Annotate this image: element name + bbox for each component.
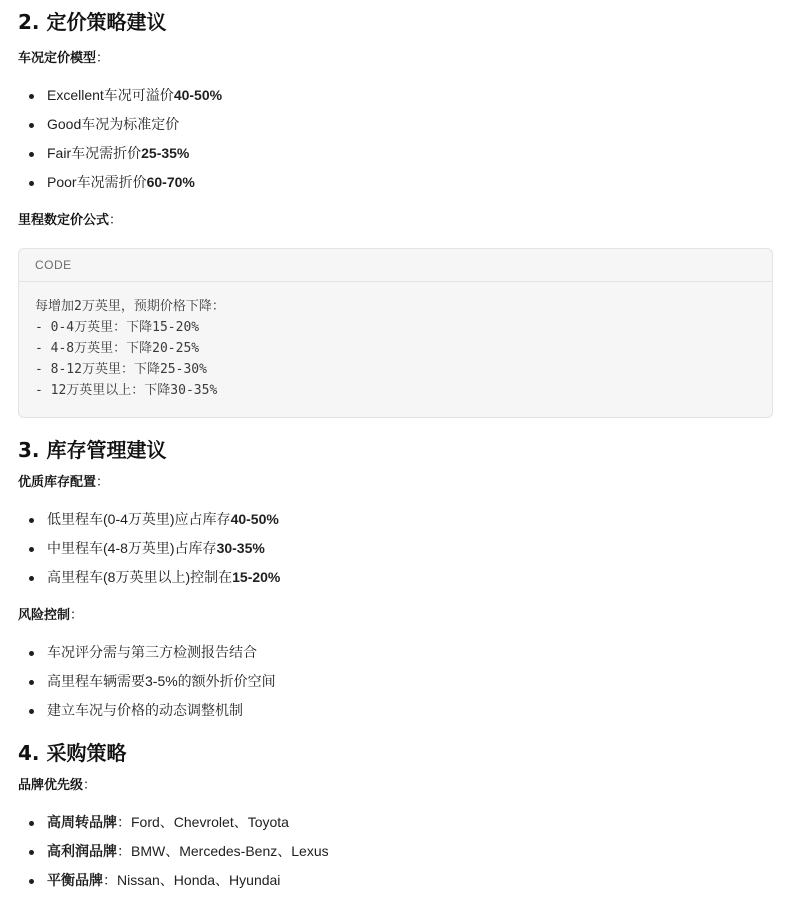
list-item: 建立车况与价格的动态调整机制 — [18, 696, 773, 725]
code-line: - 8-12万英里：下降25-30% — [35, 362, 207, 377]
list-item — [18, 837, 773, 866]
list-item — [18, 808, 773, 837]
subheading-quality-inventory — [18, 472, 773, 492]
subheading-colon: ： — [96, 474, 110, 489]
risk-control-list — [18, 638, 773, 725]
list-item-bold: 30-35% — [216, 540, 265, 556]
code-line: - 12万英里以上：下降30-35% — [35, 383, 218, 398]
subheading-label: 风险控制 — [18, 607, 71, 622]
subheading-brand-priority — [18, 775, 773, 795]
section-inventory-management — [18, 436, 773, 725]
list-item: 车况评分需与第三方检测报告结合 — [18, 638, 773, 667]
section-title-pricing: 2. 定价策略建议 — [18, 10, 167, 34]
code-line: - 0-4万英里：下降15-20% — [35, 320, 200, 335]
list-item — [18, 81, 773, 110]
list-item-bold: 高利润品牌 — [47, 843, 117, 859]
list-item — [18, 168, 773, 197]
subheading-label: 里程数定价公式 — [18, 212, 110, 227]
condition-model-list — [18, 81, 773, 197]
list-item-text: 低里程车(0-4万英里)应占库存 — [47, 511, 231, 527]
list-item-text: 中里程车(4-8万英里)占库存 — [47, 540, 217, 556]
section-title-inventory: 3. 库存管理建议 — [18, 438, 167, 462]
subheading-colon: ： — [96, 50, 110, 65]
list-item-text: BMW、Mercedes-Benz、Lexus — [131, 843, 329, 859]
list-item-bold: 25-35% — [141, 145, 190, 161]
subheading-label: 优质库存配置 — [18, 474, 97, 489]
list-item-bold: 40-50% — [173, 87, 223, 103]
list-item — [18, 563, 773, 592]
subheading-label: 品牌优先级 — [18, 777, 84, 792]
list-item-text: Excellent车况可溢价 — [47, 87, 174, 103]
subheading-condition-model — [18, 48, 773, 68]
code-line: 每增加2万英里，预期价格下降： — [35, 299, 225, 314]
list-item-text: Nissan、Honda、Hyundai — [117, 872, 281, 888]
list-item — [18, 866, 773, 895]
list-item-bold: 60-70% — [146, 174, 195, 190]
subheading-colon: ： — [70, 607, 84, 622]
section-title-procurement: 4. 采购策略 — [18, 741, 127, 765]
section-procurement-strategy — [18, 739, 773, 895]
list-item-bold: 平衡品牌 — [47, 872, 103, 888]
subheading-label: 车况定价模型 — [18, 50, 97, 65]
code-line: - 4-8万英里：下降20-25% — [35, 341, 200, 356]
brand-priority-list — [18, 808, 773, 895]
list-item-sep: ： — [117, 843, 131, 859]
list-item-sep: ： — [117, 814, 131, 830]
quality-inventory-list — [18, 505, 773, 592]
list-item: 高里程车辆需要3-5%的额外折价空间 — [18, 667, 773, 696]
list-item-text: Ford、Chevrolet、Toyota — [131, 814, 289, 830]
subheading-colon: ： — [109, 212, 123, 227]
list-item-bold: 40-50% — [230, 511, 279, 527]
code-block-header: CODE — [19, 249, 772, 282]
list-item — [18, 534, 773, 563]
section-pricing-strategy — [18, 0, 773, 418]
code-block — [18, 248, 773, 418]
list-item-sep: ： — [103, 872, 117, 888]
list-item-bold: 15-20% — [232, 569, 281, 585]
list-item — [18, 139, 773, 168]
list-item-text: Fair车况需折价 — [47, 145, 142, 161]
list-item — [18, 110, 773, 139]
code-block-body[interactable] — [19, 282, 772, 417]
subheading-mileage-formula — [18, 210, 773, 230]
subheading-colon: ： — [83, 777, 97, 792]
list-item — [18, 505, 773, 534]
list-item-text: 高里程车(8万英里以上)控制在 — [47, 569, 233, 585]
list-item-text: Good车况为标准定价 — [47, 116, 180, 132]
subheading-risk-control — [18, 605, 773, 625]
list-item-text: Poor车况需折价 — [47, 174, 147, 190]
list-item-bold: 高周转品牌 — [47, 814, 117, 830]
